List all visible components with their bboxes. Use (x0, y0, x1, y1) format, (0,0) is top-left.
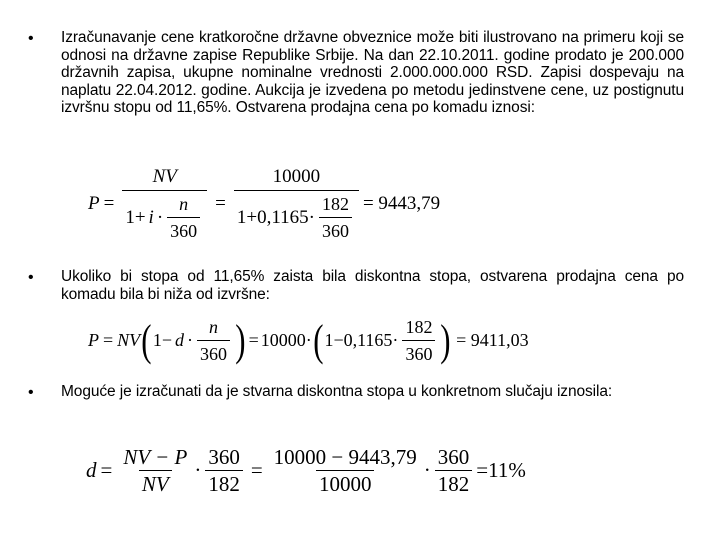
formula-operator: = (103, 193, 115, 214)
formula-result: = 9443,79 (362, 193, 441, 214)
bullet-1 (28, 29, 684, 117)
fraction-denominator: 182 (435, 470, 473, 495)
fraction-numerator: n (179, 194, 189, 214)
bullet-2 (28, 268, 684, 303)
fraction (167, 193, 200, 242)
formula-term: 1−0,1165· (324, 330, 399, 350)
formula-symbol: NV (117, 330, 141, 350)
fraction (402, 316, 435, 365)
fraction (271, 446, 420, 495)
fraction-denominator (122, 190, 207, 242)
formula-operator: = (100, 458, 113, 482)
fraction (122, 166, 207, 242)
formula-term: 1+0,1165· (236, 206, 315, 228)
fraction-denominator: 10000 (316, 470, 375, 495)
left-paren: ( (312, 315, 324, 365)
formula-operator: · (156, 206, 164, 228)
formula-term: 10000· (260, 330, 312, 350)
formula-symbol: d (86, 458, 97, 482)
fraction-denominator: NV (139, 470, 172, 495)
formula-term: 1− (152, 330, 172, 350)
fraction-numerator: 360 (437, 445, 470, 469)
fraction (234, 166, 359, 242)
formula-result: =11% (476, 458, 526, 482)
formula-operator: = (215, 193, 226, 214)
formula-operator: = (250, 458, 263, 482)
bullet-dot: • (28, 269, 34, 286)
formula-symbol: i (148, 206, 154, 228)
bullet-3 (28, 383, 684, 401)
formula-operator: · (186, 330, 193, 350)
fraction-denominator (234, 190, 359, 242)
fraction-numerator: NV (152, 166, 177, 187)
fraction-numerator: 10000 − 9443,79 (273, 445, 417, 469)
bullet-dot: • (28, 384, 34, 401)
fraction-numerator: 182 (321, 194, 349, 214)
bullet-text: Ukoliko bi stopa od 11,65% zaista bila diskontna stopa, ostvarena prodajna cena po komadu bila bi niža od izvršne: (61, 268, 684, 303)
fraction-denominator: 360 (167, 217, 200, 242)
fraction (205, 446, 243, 495)
fraction (319, 193, 352, 242)
fraction-numerator: 360 (208, 445, 240, 469)
fraction (435, 446, 473, 495)
formula-term: 1+ (125, 206, 146, 228)
bullet-text: Izračunavanje cene kratkoročne državne obveznice može biti ilustrovano na primeru koji se odnosi na državne zapise Republike Srbije. Na dan 22.10.2011. godine prodato je 200.000 državnih zapisa, ukupne nominalne vrednosti 2.000.000.000 RSD. Zapisi dospevaju na naplatu 22.04.2012. godine. Aukcija je izvedena po metodu jedinstvene cene, uz postignutu izvršnu stopu od 11,65%. Ostvarena prodajna cena po komadu iznosi: (61, 29, 684, 116)
formula-operator: = (248, 330, 259, 350)
formula-operator: · (423, 458, 431, 482)
fraction-denominator: 360 (197, 340, 230, 365)
fraction (197, 316, 230, 365)
formula-result: = 9411,03 (456, 330, 529, 350)
formula-operator: = (103, 330, 114, 350)
fraction-numerator: 182 (405, 317, 433, 337)
right-paren: ) (440, 315, 451, 365)
fraction (120, 446, 190, 495)
formula-symbol: P (88, 330, 99, 350)
formula-price-discount (88, 316, 529, 365)
fraction-denominator: 360 (319, 217, 352, 242)
formula-price-simple-interest (88, 166, 440, 242)
fraction-denominator: 182 (205, 470, 243, 495)
formula-symbol: d (174, 330, 184, 350)
formula-operator: · (194, 458, 202, 482)
fraction-numerator: NV − P (123, 445, 188, 469)
fraction-denominator: 360 (402, 340, 435, 365)
bullet-dot: • (28, 30, 34, 47)
fraction-numerator: 10000 (272, 166, 321, 187)
formula-symbol: P (88, 193, 100, 214)
left-paren: ( (141, 315, 152, 365)
formula-discount-rate (86, 446, 526, 495)
right-paren: ) (235, 315, 246, 365)
fraction-numerator: n (208, 317, 218, 337)
bullet-text: Moguće je izračunati da je stvarna diskontna stopa u konkretnom slučaju iznosila: (61, 383, 613, 400)
